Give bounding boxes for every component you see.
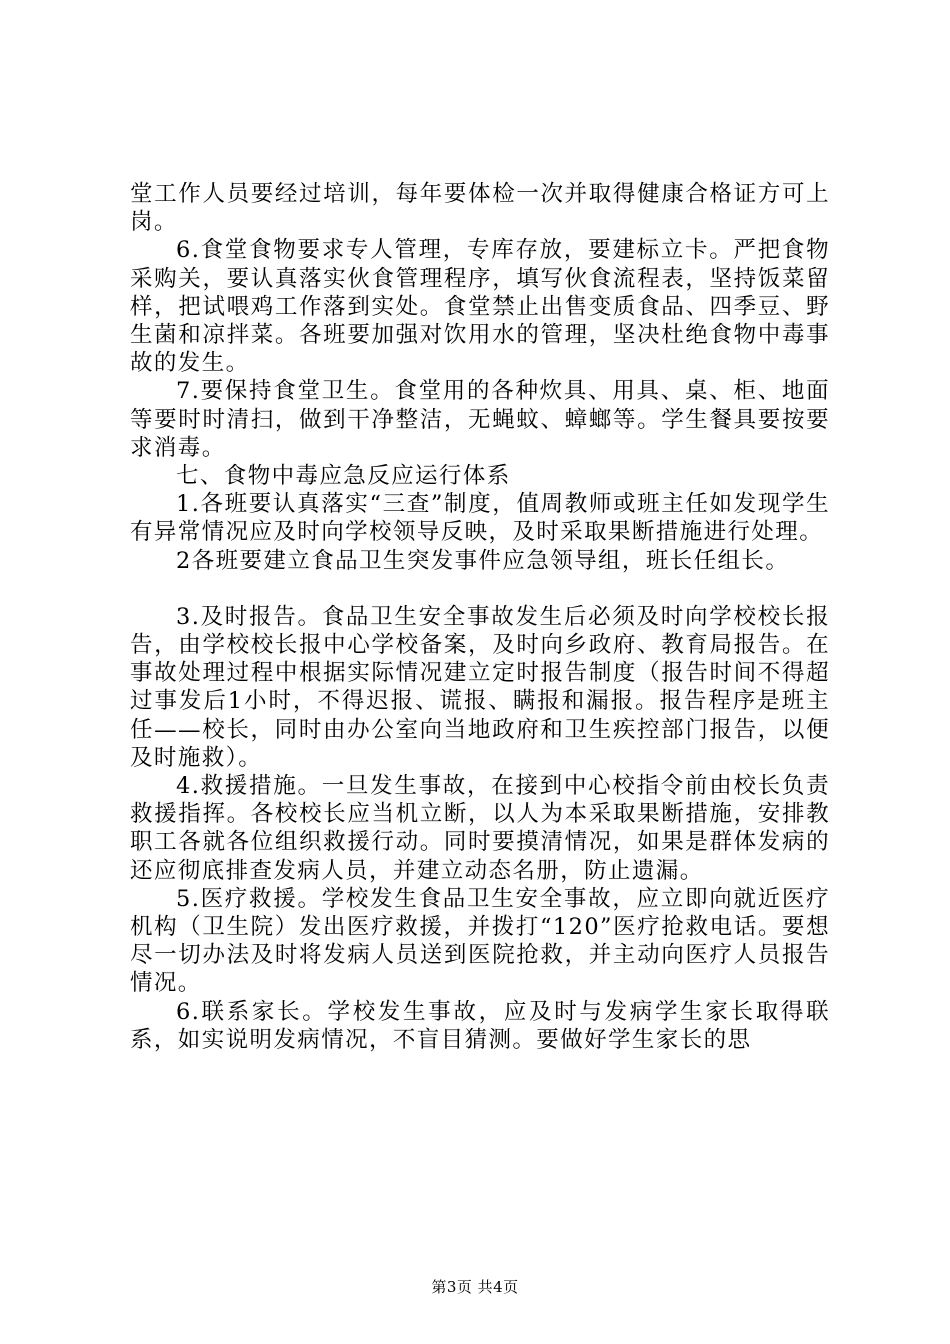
paragraph-contact-parents: 6.联系家长。学校发生事故，应及时与发病学生家长取得联系，如实说明发病情况，不盲目猜测。要做好学生家长的思 xyxy=(130,998,830,1053)
paragraph-rescue-measures: 4.救援措施。一旦发生事故，在接到中心校指令前由校长负责救援指挥。各校校长应当机立断，以人为本采取果断措施，安排教职工各就各位组织救援行动。同时要摸清情况，如果是群体发病的还应彻底排查发病人员，并建立动态名册，防止遗漏。 xyxy=(130,773,830,884)
document-body xyxy=(130,180,830,1054)
section-heading-emergency-system: 七、食物中毒应急反应运行体系 xyxy=(176,463,511,490)
page-number-footer: 第3页 共4页 xyxy=(431,1278,519,1296)
paragraph-staff-training: 堂工作人员要经过培训，每年要体检一次并取得健康合格证方可上岗。 xyxy=(130,181,830,236)
paragraph-medical-rescue: 5.医疗救援。学校发生食品卫生安全事故，应立即向就近医疗机构（卫生院）发出医疗救援，并拨打“120”医疗抢救电话。要想尽一切办法及时将发病人员送到医院抢救，并主动向医疗人员报告情况。 xyxy=(130,885,830,997)
paragraph-three-checks: 1.各班要认真落实“三查”制度，值周教师或班主任如发现学生有异常情况应及时向学校领导反映，及时采取果断措施进行处理。 xyxy=(130,491,830,546)
paragraph-leadership-group: 2各班要建立食品卫生突发事件应急领导组，班长任组长。 xyxy=(176,547,790,574)
paragraph-food-management: 6.食堂食物要求专人管理，专库存放，要建标立卡。严把食物采购关，要认真落实伙食管理程序，填写伙食流程表，坚持饭菜留样，把试喂鸡工作落到实处。食堂禁止出售变质食品、四季豆、野生菌和凉拌菜。各班要加强对饮用水的管理，坚决杜绝食物中毒事故的发生。 xyxy=(130,237,830,377)
paragraph-canteen-hygiene: 7.要保持食堂卫生。食堂用的各种炊具、用具、桌、柜、地面等要时时清扫，做到干净整洁，无蝇蚊、蟑螂等。学生餐具要按要求消毒。 xyxy=(130,378,830,461)
paragraph-timely-report: 3.及时报告。食品卫生安全事故发生后必须及时向学校校长报告，由学校校长报中心学校备案，及时向乡政府、教育局报告。在事故处理过程中根据实际情况建立定时报告制度（报告时间不得超过事发后1小时，不得迟报、谎报、瞒报和漏报。报告程序是班主任——校长，同时由办公室向当地政府和卫生疾控部门报告，以便及时施救）。 xyxy=(130,603,830,771)
